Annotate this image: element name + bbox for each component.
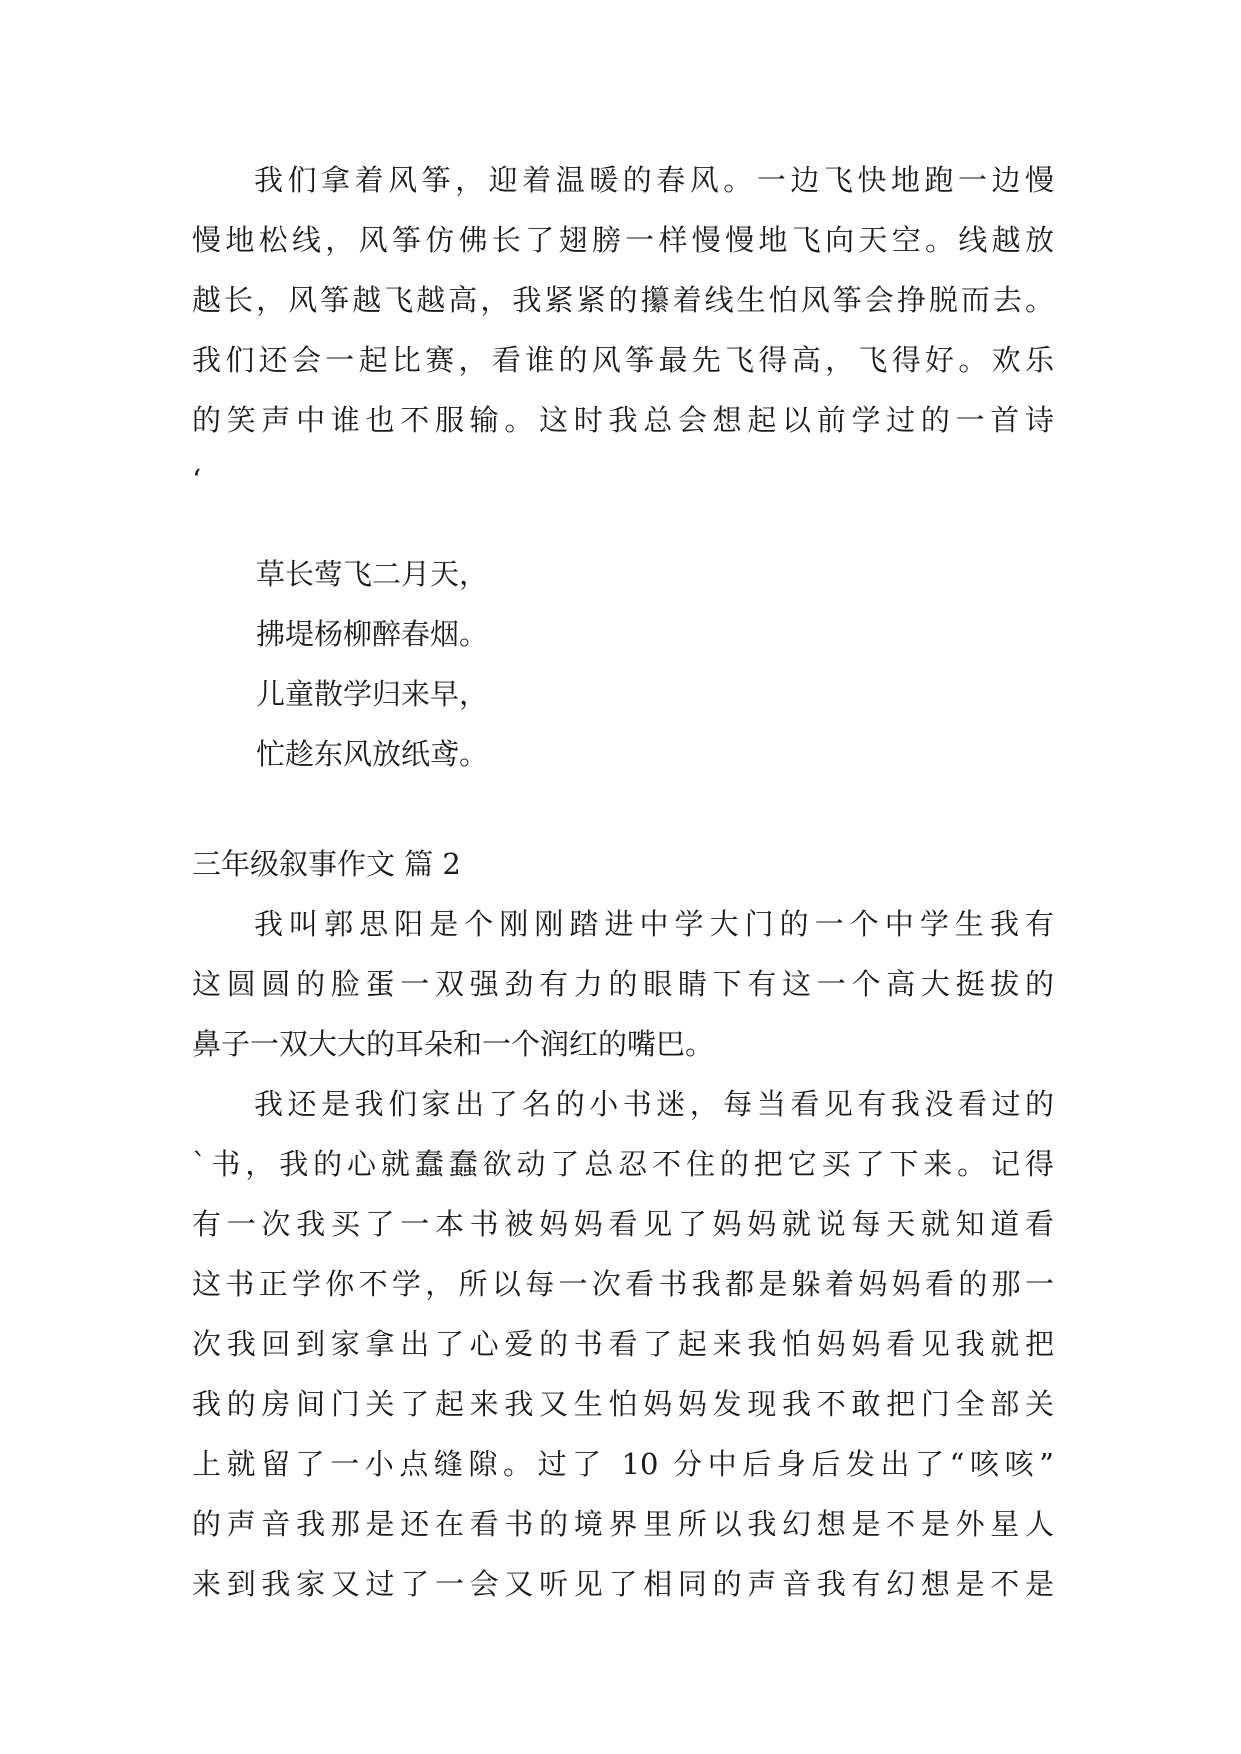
poem-line: 拂堤杨柳醉春烟。: [256, 617, 489, 651]
text-line: 来到我家又过了一会又听见了相同的声音我有幻想是不是: [192, 1567, 1054, 1601]
poem-line: 忙趁东风放纸鸢。: [256, 737, 489, 771]
poem-line: 儿童散学归来早，: [256, 677, 489, 711]
text-line: 这圆圆的脸蛋一双强劲有力的眼睛下有这一个高大挺拔的: [192, 967, 1054, 1001]
text-line: 鼻子一双大大的耳朵和一个润红的嘴巴。: [192, 1027, 715, 1061]
text-line: 的笑声中谁也不服输。这时我总会想起以前学过的一首诗: [192, 403, 1054, 437]
section-heading: 三年级叙事作文 篇 2: [192, 847, 461, 881]
text-line: 我还是我们家出了名的小书迷，每当看见有我没看过的: [254, 1087, 1054, 1121]
poem: [192, 544, 1054, 784]
text-line: 我叫郭思阳是个刚刚踏进中学大门的一个中学生我有: [254, 907, 1054, 941]
text-line: 这书正学你不学，所以每一次看书我都是躲着妈妈看的那一: [192, 1267, 1054, 1301]
text-line: 越长，风筝越飞越高，我紧紧的攥着线生怕风筝会挣脱而去。: [192, 283, 1054, 317]
poem-line: 草长莺飞二月天，: [256, 557, 489, 591]
text-line: 的声音我那是还在看书的境界里所以我幻想是不是外星人: [192, 1507, 1054, 1541]
text-line: 次我回到家拿出了心爱的书看了起来我怕妈妈看见我就把: [192, 1327, 1054, 1361]
text-line: 我的房间门关了起来我又生怕妈妈发现我不敢把门全部关: [192, 1387, 1054, 1421]
paragraph-book-lover: [192, 1074, 1054, 1614]
text-line: 上就留了一小点缝隙。过了 10 分中后身后发出了“咳咳”: [192, 1447, 1054, 1481]
document-page: [192, 150, 1054, 1614]
text-line: 我们还会一起比赛，看谁的风筝最先飞得高，飞得好。欢乐: [192, 343, 1054, 377]
paragraph-kite-flying: [192, 150, 1054, 510]
text-line: ‘: [192, 463, 202, 497]
text-line: 慢地松线，风筝仿佛长了翅膀一样慢慢地飞向天空。线越放: [192, 223, 1054, 257]
text-line: 我们拿着风筝，迎着温暖的春风。一边飞快地跑一边慢: [254, 163, 1054, 197]
text-line: 有一次我买了一本书被妈妈看见了妈妈就说每天就知道看: [192, 1207, 1054, 1241]
text-line: `书，我的心就蠢蠢欲动了总忍不住的把它买了下来。记得: [192, 1147, 1054, 1181]
paragraph-self-intro: [192, 894, 1054, 1074]
